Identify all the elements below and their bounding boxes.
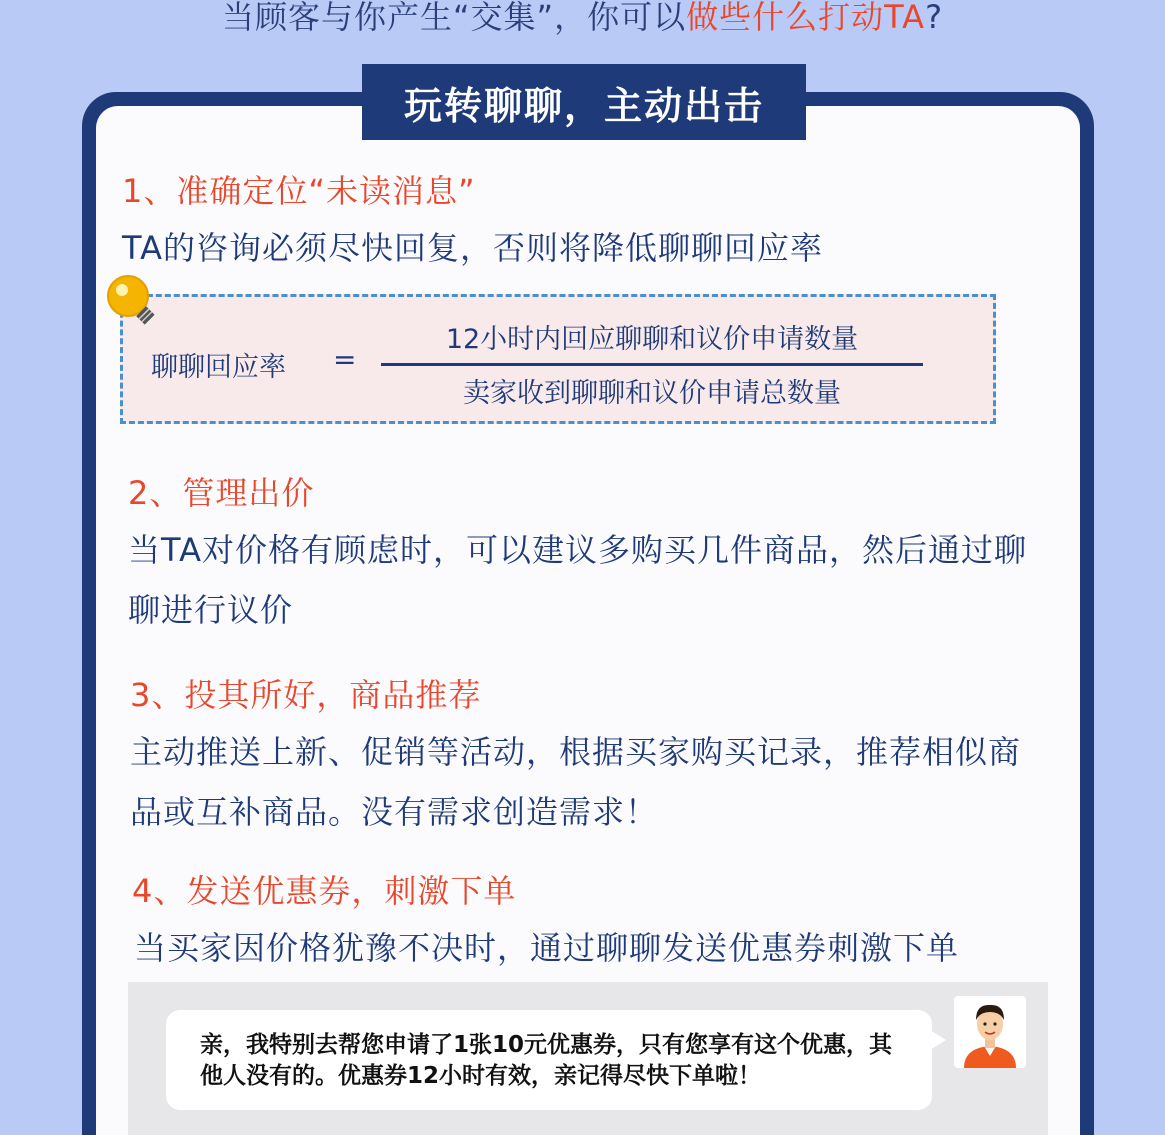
section-4-title: 4、发送优惠券，刺激下单: [132, 872, 517, 910]
section-2-title: 2、管理出价: [128, 474, 315, 512]
section-4-body: 当买家因价格犹豫不决时，通过聊聊发送优惠券刺激下单: [134, 929, 960, 967]
formula-box: [120, 294, 996, 424]
seller-avatar-icon: [954, 996, 1026, 1068]
page-title: [0, 0, 1165, 38]
formula-denominator: 卖家收到聊聊和议价申请总数量: [463, 378, 841, 409]
page-title-end: ?: [925, 0, 944, 36]
fraction-line: [381, 363, 923, 366]
formula-equals: =: [333, 343, 357, 376]
lightbulb-icon: [104, 274, 158, 328]
section-banner: 玩转聊聊，主动出击: [362, 64, 806, 140]
formula-label: 聊聊回应率: [151, 352, 286, 383]
section-1-title: 1、准确定位“未读消息”: [122, 172, 476, 210]
page-title-highlight: 做些什么打动TA: [686, 0, 926, 36]
section-2-body: 当TA对价格有顾虑时，可以建议多购买几件商品，然后通过聊聊进行议价: [128, 531, 1027, 629]
section-1-body: TA的咨询必须尽快回复，否则将降低聊聊回应率: [122, 229, 823, 267]
avatar-frame: [954, 996, 1026, 1068]
chat-bubble-tail: [930, 1030, 946, 1050]
page-title-main: 当顾客与你产生“交集”，你可以: [221, 0, 687, 36]
formula-numerator: 12小时内回应聊聊和议价申请数量: [445, 324, 859, 355]
section-3-title: 3、投其所好，商品推荐: [130, 676, 482, 714]
section-3-body: 主动推送上新、促销等活动，根据买家购买记录，推荐相似商品或互补商品。没有需求创造需求！: [130, 733, 1022, 831]
chat-bubble: 亲，我特别去帮您申请了1张10元优惠券，只有您享有这个优惠，其他人没有的。优惠券12小时有效，亲记得尽快下单啦！: [166, 1010, 932, 1110]
